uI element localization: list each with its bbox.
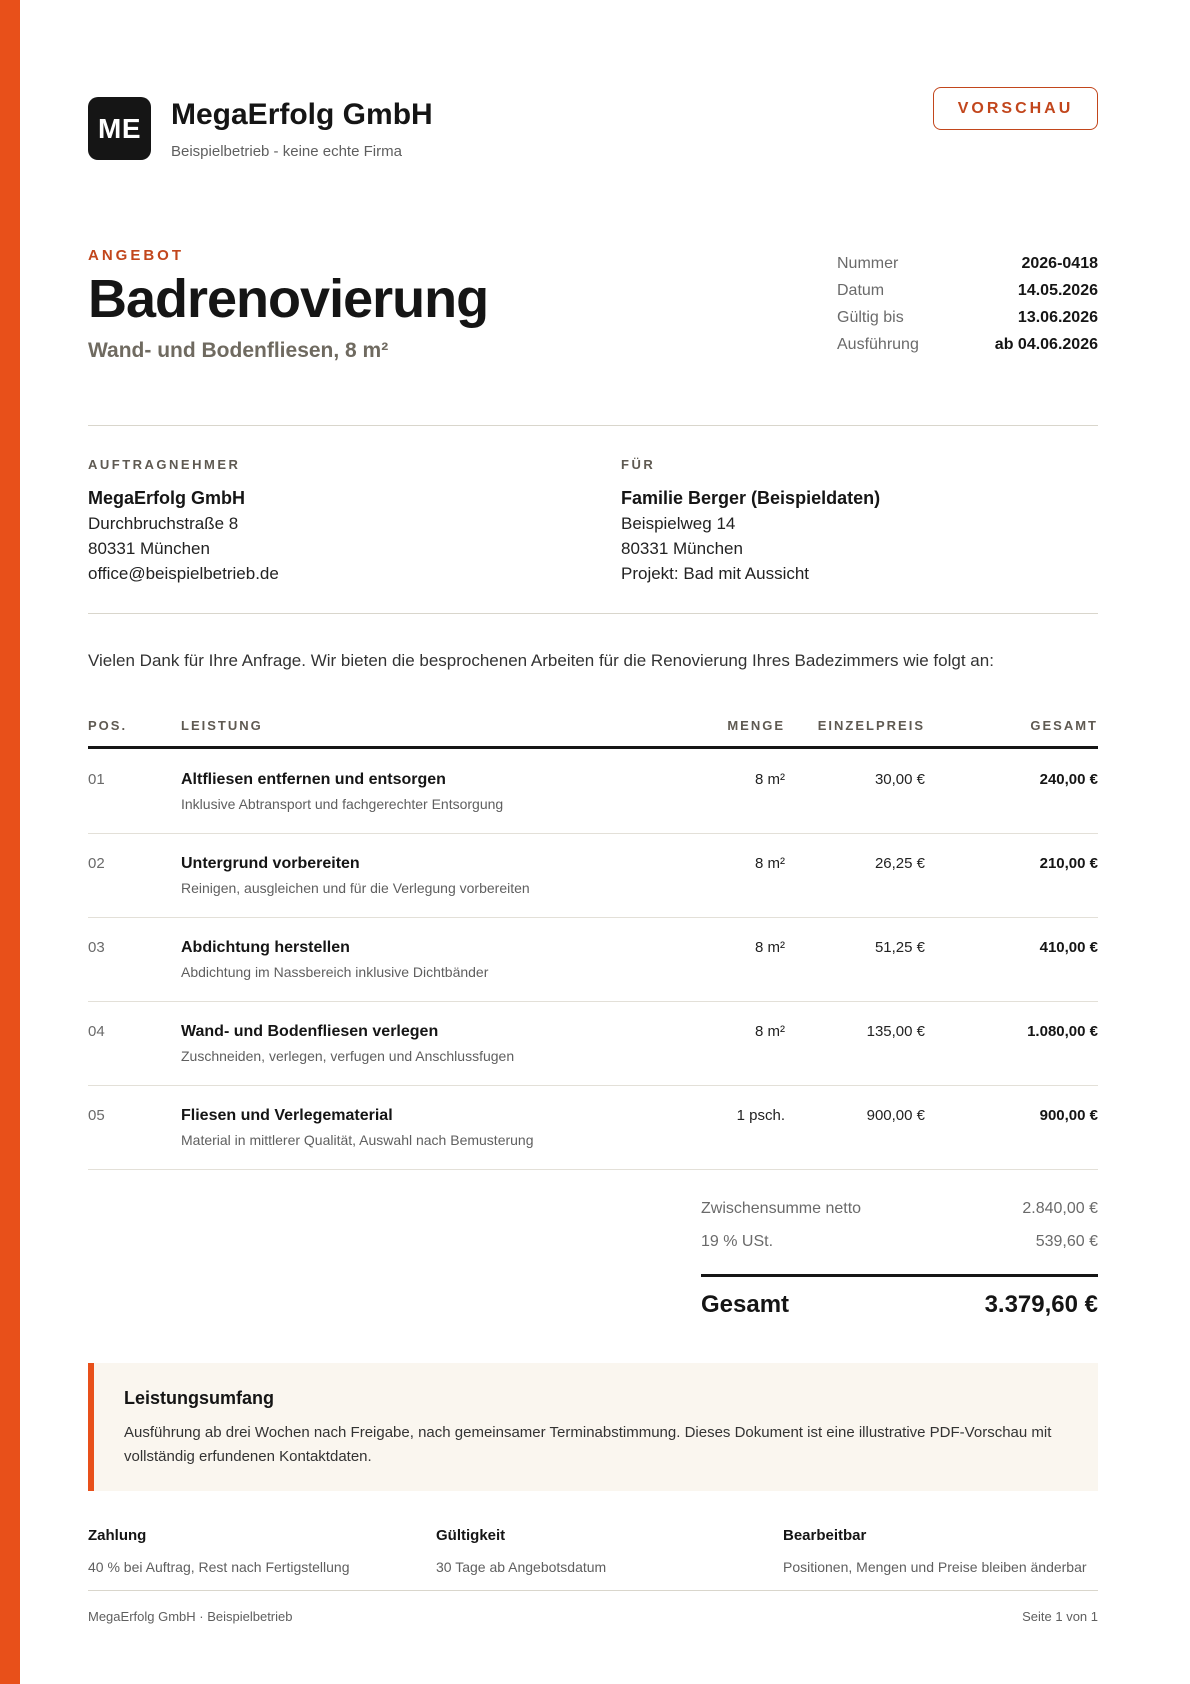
row-description: Abdichtung im Nassbereich inklusive Dichtbänder	[181, 964, 489, 980]
row-quantity: 8 m²	[755, 855, 785, 872]
vat-label: 19 % USt.	[701, 1233, 774, 1250]
document-page	[88, 0, 1098, 1684]
column-header-service: LEISTUNG	[181, 718, 263, 733]
table-row	[88, 1001, 1098, 1086]
company-name: MegaErfolg GmbH	[171, 98, 433, 131]
footer-company: MegaErfolg GmbH · Beispielbetrieb	[88, 1609, 293, 1624]
info-validity	[436, 1527, 756, 1575]
subtotal-value: 2.840,00 €	[1022, 1200, 1098, 1217]
column-header-total: GESAMT	[1030, 718, 1098, 733]
divider	[88, 613, 1098, 614]
meta-value: ab 04.06.2026	[994, 336, 1098, 353]
row-title: Altfliesen entfernen und entsorgen	[181, 771, 446, 788]
info-text: Positionen, Mengen und Preise bleiben änderbar	[783, 1559, 1087, 1575]
table-row	[88, 833, 1098, 918]
info-payment	[88, 1527, 408, 1575]
document-type: ANGEBOT	[88, 247, 184, 264]
contractor-email[interactable]: office@beispielbetrieb.de	[88, 564, 279, 583]
contractor-block	[88, 457, 548, 586]
meta-label: Ausführung	[837, 336, 919, 353]
row-title: Untergrund vorbereiten	[181, 855, 360, 872]
meta-value: 2026-0418	[1021, 255, 1098, 272]
preview-button[interactable]: VORSCHAU	[933, 87, 1098, 130]
row-unit-price: 135,00 €	[866, 1023, 925, 1040]
row-title: Abdichtung herstellen	[181, 939, 350, 956]
row-description: Inklusive Abtransport und fachgerechter Entsorgung	[181, 796, 504, 812]
callout-title: Leistungsumfang	[124, 1388, 275, 1408]
company-tagline: Beispielbetrieb - keine echte Firma	[171, 143, 402, 160]
column-header-qty: MENGE	[727, 718, 785, 733]
subtotal-row	[701, 1200, 1098, 1233]
row-unit-price: 30,00 €	[874, 771, 925, 788]
meta-row-execution	[837, 336, 1098, 363]
row-total: 240,00 €	[1039, 771, 1098, 788]
grand-total-row	[701, 1291, 1098, 1319]
client-project: Projekt: Bad mit Aussicht	[621, 564, 810, 583]
row-title: Wand- und Bodenfliesen verlegen	[181, 1023, 439, 1040]
info-editable	[783, 1527, 1103, 1575]
client-block	[621, 457, 1081, 586]
footer-divider	[88, 1590, 1098, 1591]
row-total: 410,00 €	[1039, 939, 1098, 956]
row-pos: 02	[88, 855, 105, 872]
info-title: Bearbeitbar	[783, 1527, 867, 1544]
row-unit-price: 26,25 €	[874, 855, 925, 872]
row-pos: 03	[88, 939, 105, 956]
row-quantity: 1 psch.	[736, 1107, 785, 1124]
totals-block	[701, 1200, 1098, 1319]
info-text: 40 % bei Auftrag, Rest nach Fertigstellung	[88, 1559, 350, 1575]
client-heading: FÜR	[621, 457, 656, 472]
accent-bar	[0, 0, 20, 1684]
subtotal-label: Zwischensumme netto	[701, 1200, 862, 1217]
table-row	[88, 917, 1098, 1002]
intro-text: Vielen Dank für Ihre Anfrage. Wir bieten die besprochenen Arbeiten für die Renovierung Ihres Badezimmers wie folgt an:	[88, 651, 994, 670]
scope-callout	[88, 1363, 1098, 1491]
vat-value: 539,60 €	[1035, 1233, 1098, 1250]
client-name: Familie Berger (Beispieldaten)	[621, 488, 881, 508]
row-quantity: 8 m²	[755, 1023, 785, 1040]
contractor-street: Durchbruchstraße 8	[88, 514, 239, 533]
totals-rule	[701, 1274, 1098, 1277]
meta-row-date	[837, 282, 1098, 309]
row-total: 210,00 €	[1039, 855, 1098, 872]
row-pos: 05	[88, 1107, 105, 1124]
grand-total-label: Gesamt	[701, 1291, 790, 1318]
grand-total-value: 3.379,60 €	[984, 1291, 1098, 1318]
client-city: 80331 München	[621, 539, 743, 558]
meta-label: Nummer	[837, 255, 899, 272]
meta-value: 13.06.2026	[1017, 309, 1098, 326]
table-row	[88, 1085, 1098, 1170]
document-subtitle: Wand- und Bodenfliesen, 8 m²	[88, 339, 389, 362]
meta-row-valid-until	[837, 309, 1098, 336]
row-unit-price: 51,25 €	[874, 939, 925, 956]
table-row	[88, 749, 1098, 834]
row-title: Fliesen und Verlegematerial	[181, 1107, 393, 1124]
contractor-city: 80331 München	[88, 539, 210, 558]
row-pos: 04	[88, 1023, 105, 1040]
row-quantity: 8 m²	[755, 771, 785, 788]
meta-row-number	[837, 255, 1098, 282]
info-text: 30 Tage ab Angebotsdatum	[436, 1559, 607, 1575]
vat-row	[701, 1233, 1098, 1266]
meta-value: 14.05.2026	[1017, 282, 1098, 299]
meta-label: Datum	[837, 282, 885, 299]
contractor-heading: AUFTRAGNEHMER	[88, 457, 241, 472]
callout-text: Ausführung ab drei Wochen nach Freigabe, nach gemeinsamer Terminabstimmung. Dieses Dokument ist eine illustrative PDF-Vorschau mit vollständig erfundenen Kontaktdaten.	[124, 1424, 1052, 1465]
document-meta	[837, 255, 1098, 363]
contractor-name: MegaErfolg GmbH	[88, 488, 246, 508]
row-pos: 01	[88, 771, 105, 788]
info-title: Zahlung	[88, 1527, 147, 1544]
row-total: 900,00 €	[1039, 1107, 1098, 1124]
row-quantity: 8 m²	[755, 939, 785, 956]
row-description: Zuschneiden, verlegen, verfugen und Anschlussfugen	[181, 1048, 515, 1064]
info-title: Gültigkeit	[436, 1527, 506, 1544]
row-description: Reinigen, ausgleichen und für die Verlegung vorbereiten	[181, 880, 530, 896]
column-header-pos: POS.	[88, 718, 128, 733]
page-number: Seite 1 von 1	[1022, 1609, 1098, 1624]
row-description: Material in mittlerer Qualität, Auswahl nach Bemusterung	[181, 1132, 534, 1148]
client-street: Beispielweg 14	[621, 514, 736, 533]
divider	[88, 425, 1098, 426]
column-header-unit-price: EINZELPREIS	[817, 718, 925, 733]
company-logo: ME	[88, 97, 151, 160]
document-title: Badrenovierung	[88, 269, 489, 329]
meta-label: Gültig bis	[837, 309, 904, 326]
row-unit-price: 900,00 €	[866, 1107, 925, 1124]
row-total: 1.080,00 €	[1027, 1023, 1098, 1040]
